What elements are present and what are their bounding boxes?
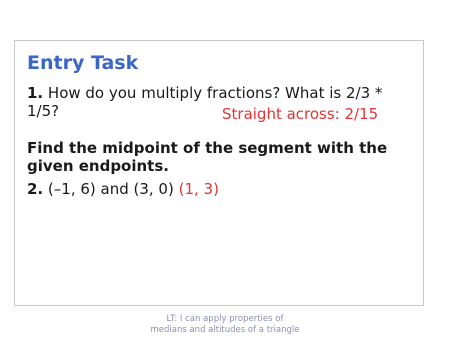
question-1-answer: Straight across: 2/15 bbox=[222, 105, 379, 123]
slide-title: Entry Task bbox=[27, 52, 139, 74]
question-2-text: (–1, 6) and (3, 0) bbox=[47, 180, 174, 198]
footer-line-1: LT: I can apply properties of bbox=[166, 314, 284, 324]
question-2 bbox=[27, 180, 219, 198]
question-1-number: 1. bbox=[27, 84, 44, 102]
question-2-answer: (1, 3) bbox=[178, 180, 219, 198]
question-2-number: 2. bbox=[27, 180, 44, 198]
question-1-text: How do you multiply fractions? What is 2/3 * 1/5? bbox=[27, 84, 383, 120]
learning-target-footer bbox=[0, 314, 450, 336]
footer-line-2: medians and altitudes of a triangle bbox=[150, 325, 300, 335]
midpoint-instructions: Find the midpoint of the segment with the given endpoints. bbox=[27, 139, 388, 175]
